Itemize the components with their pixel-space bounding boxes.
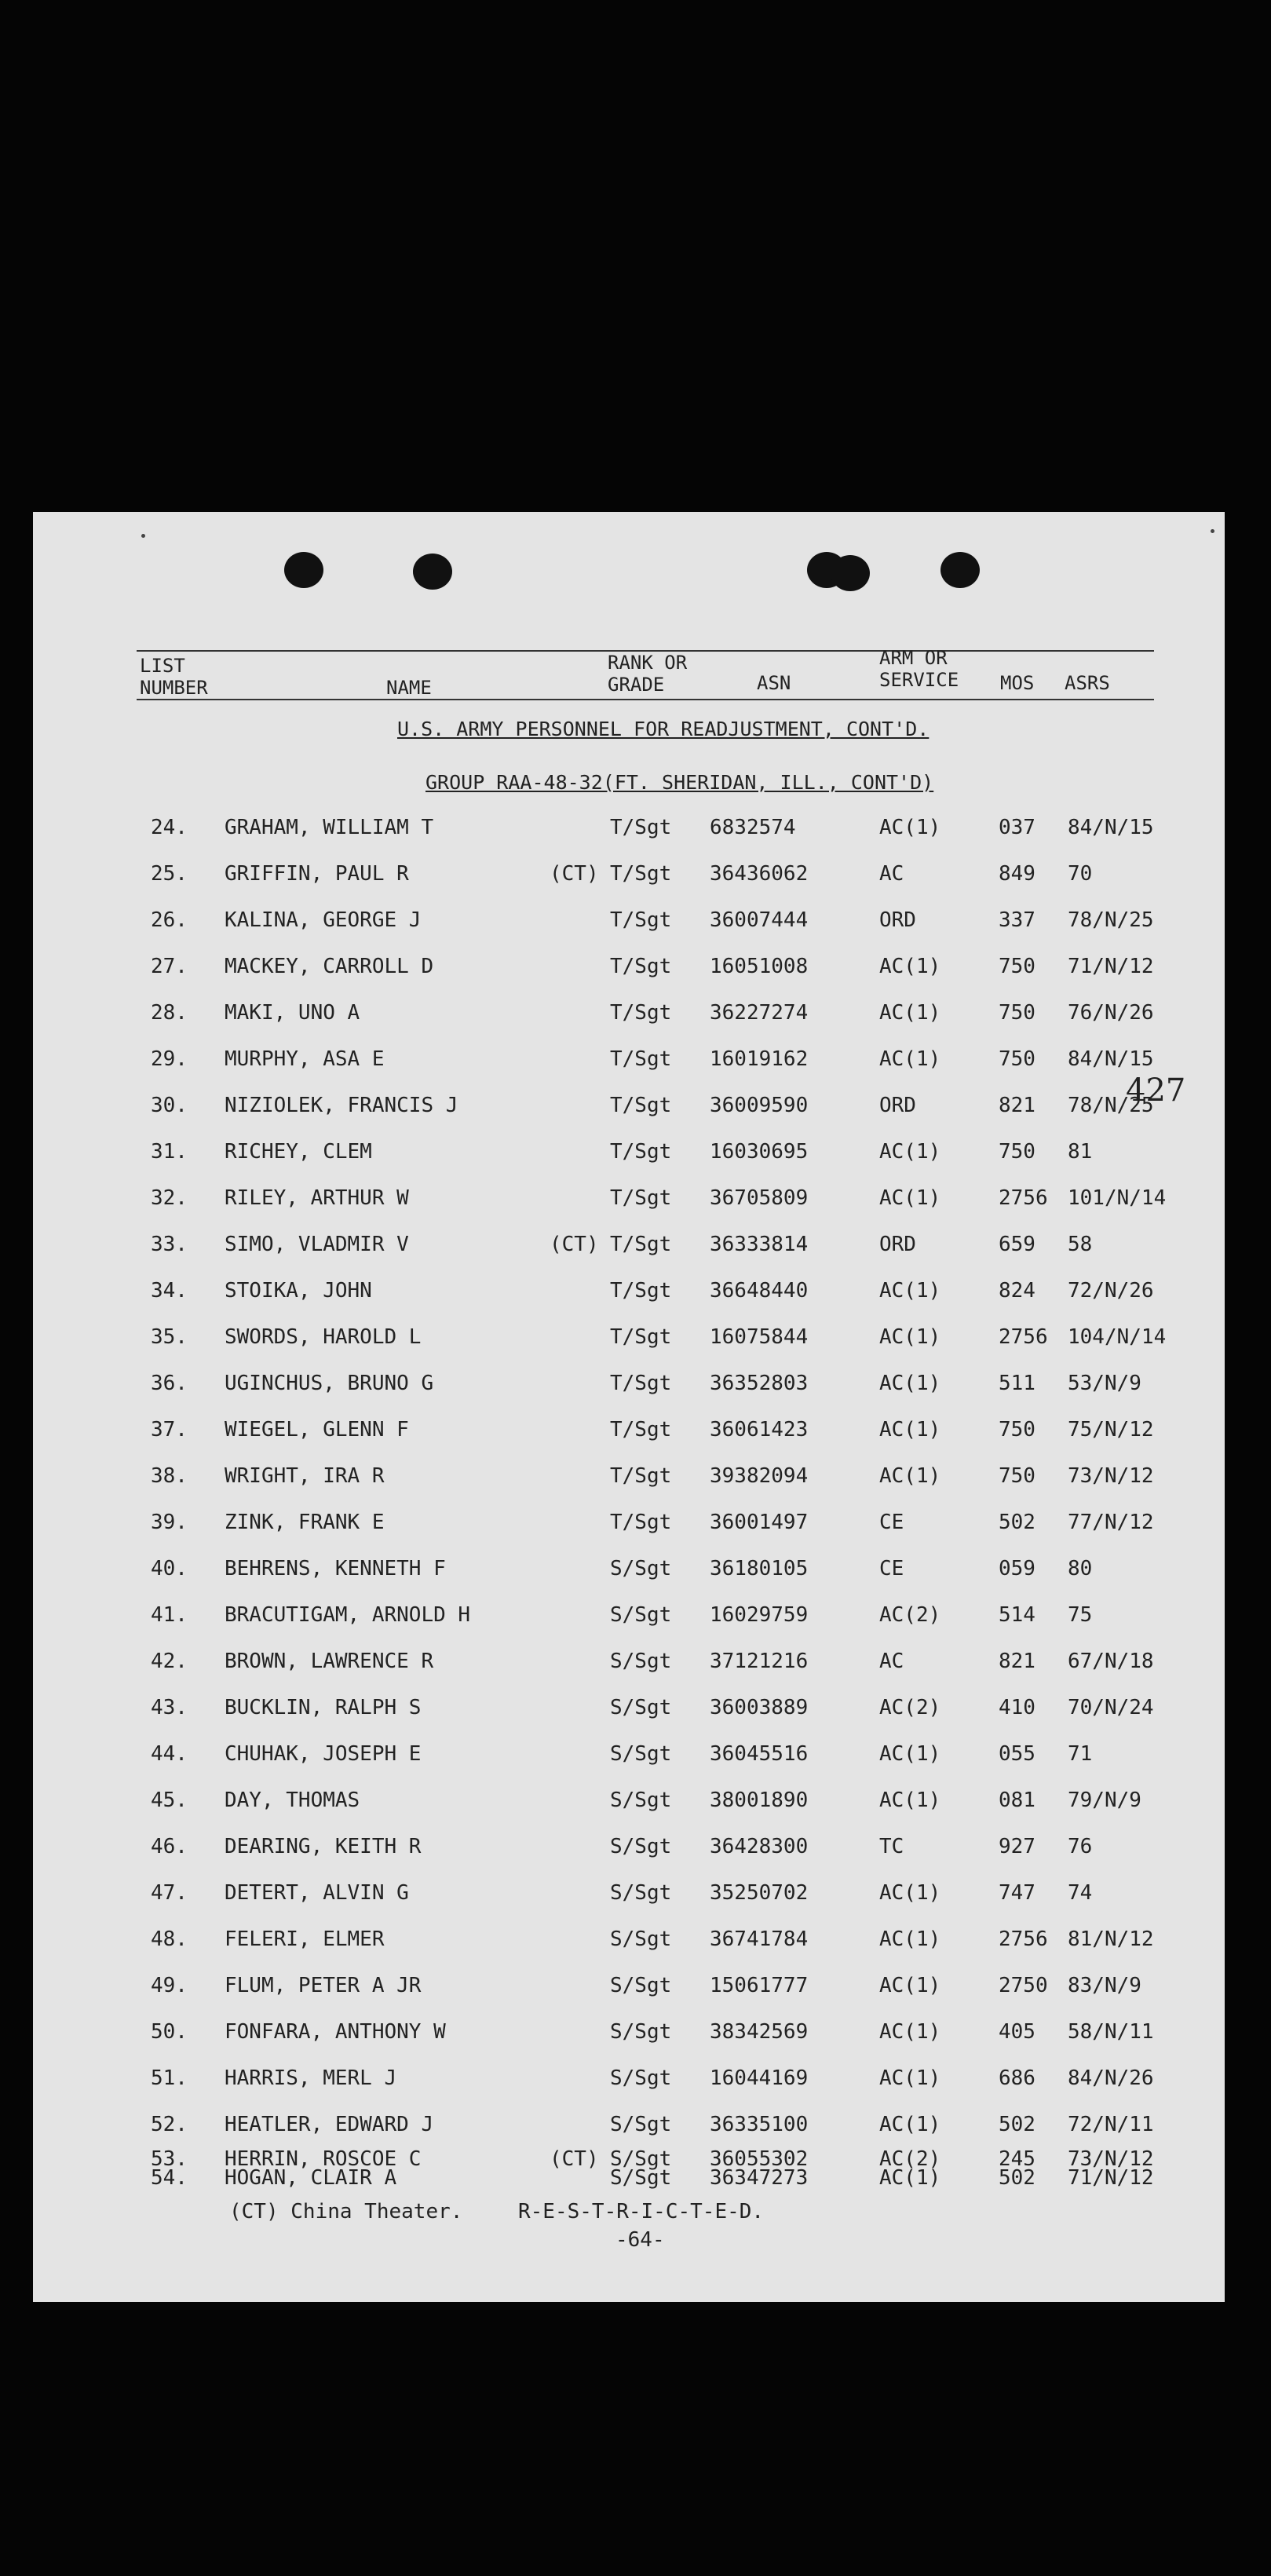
cell-arm: AC bbox=[879, 862, 904, 886]
cell-asn: 36648440 bbox=[710, 1279, 809, 1303]
cell-mos: 750 bbox=[999, 1047, 1035, 1071]
cell-arm: AC(2) bbox=[879, 1603, 941, 1627]
cell-asrs: 81 bbox=[1068, 1140, 1093, 1164]
cell-num: 44. bbox=[151, 1742, 188, 1766]
cell-mos: 2750 bbox=[999, 1974, 1048, 1997]
cell-grade: T/Sgt bbox=[610, 862, 672, 886]
cell-asn: 16044169 bbox=[710, 2066, 809, 2090]
cell-asrs: 72/N/26 bbox=[1068, 1279, 1154, 1303]
cell-asrs: 73/N/12 bbox=[1068, 2147, 1154, 2171]
cell-grade: T/Sgt bbox=[610, 955, 672, 978]
cell-mos: 405 bbox=[999, 2020, 1035, 2044]
table-row bbox=[33, 1646, 1225, 1677]
cell-mos: 927 bbox=[999, 1835, 1035, 1858]
cell-asn: 36055302 bbox=[710, 2147, 809, 2171]
cell-name: NIZIOLEK, FRANCIS J bbox=[225, 1094, 458, 1117]
document-title: U.S. ARMY PERSONNEL FOR READJUSTMENT, CONT'D. bbox=[397, 718, 930, 740]
stamped-page-number: 427 bbox=[1126, 1072, 1186, 1109]
cell-num: 51. bbox=[151, 2066, 188, 2090]
cell-mos: 747 bbox=[999, 1881, 1035, 1905]
cell-num: 27. bbox=[151, 955, 188, 978]
cell-name: WIEGEL, GLENN F bbox=[225, 1418, 409, 1441]
table-row bbox=[33, 1507, 1225, 1538]
cell-arm: AC(1) bbox=[879, 2166, 941, 2190]
cell-asrs: 78/N/25 bbox=[1068, 1094, 1154, 1117]
table-row bbox=[33, 951, 1225, 982]
cell-arm: AC bbox=[879, 1650, 904, 1673]
cell-name: WRIGHT, IRA R bbox=[225, 1464, 385, 1488]
cell-num: 24. bbox=[151, 816, 188, 839]
cell-asn: 16051008 bbox=[710, 955, 809, 978]
table-row bbox=[33, 997, 1225, 1029]
cell-grade: S/Sgt bbox=[610, 1696, 672, 1719]
cell-asrs: 71/N/12 bbox=[1068, 2166, 1154, 2190]
cell-arm: AC(1) bbox=[879, 1372, 941, 1395]
cell-name: FONFARA, ANTHONY W bbox=[225, 2020, 446, 2044]
cell-mos: 502 bbox=[999, 1511, 1035, 1534]
cell-asn: 36001497 bbox=[710, 1511, 809, 1534]
cell-num: 31. bbox=[151, 1140, 188, 1164]
cell-arm: AC(1) bbox=[879, 1186, 941, 1210]
cell-name: MURPHY, ASA E bbox=[225, 1047, 385, 1071]
cell-name: BRACUTIGAM, ARNOLD H bbox=[225, 1603, 471, 1627]
cell-mos: 821 bbox=[999, 1094, 1035, 1117]
table-row bbox=[33, 1090, 1225, 1121]
document-page bbox=[33, 512, 1225, 2302]
cell-arm: AC(1) bbox=[879, 1881, 941, 1905]
cell-name: UGINCHUS, BRUNO G bbox=[225, 1372, 434, 1395]
cell-asrs: 53/N/9 bbox=[1068, 1372, 1141, 1395]
cell-ct: (CT) bbox=[550, 1233, 599, 1256]
table-row bbox=[33, 1414, 1225, 1445]
cell-grade: S/Sgt bbox=[610, 1650, 672, 1673]
cell-name: FELERI, ELMER bbox=[225, 1927, 385, 1951]
table-row bbox=[33, 1877, 1225, 1909]
cell-grade: T/Sgt bbox=[610, 1047, 672, 1071]
cell-num: 45. bbox=[151, 1789, 188, 1812]
header-rule-bottom bbox=[137, 699, 1154, 700]
cell-grade: T/Sgt bbox=[610, 1279, 672, 1303]
cell-grade: T/Sgt bbox=[610, 1233, 672, 1256]
cell-asrs: 75 bbox=[1068, 1603, 1093, 1627]
cell-mos: 037 bbox=[999, 816, 1035, 839]
cell-name: MAKI, UNO A bbox=[225, 1001, 360, 1025]
cell-grade: S/Sgt bbox=[610, 1974, 672, 1997]
cell-asrs: 67/N/18 bbox=[1068, 1650, 1154, 1673]
cell-mos: 750 bbox=[999, 955, 1035, 978]
punch-hole bbox=[284, 552, 323, 588]
cell-name: FLUM, PETER A JR bbox=[225, 1974, 422, 1997]
cell-grade: T/Sgt bbox=[610, 1325, 672, 1349]
cell-name: HARRIS, MERL J bbox=[225, 2066, 397, 2090]
cell-asn: 36335100 bbox=[710, 2113, 809, 2136]
cell-arm: CE bbox=[879, 1511, 904, 1534]
cell-num: 34. bbox=[151, 1279, 188, 1303]
cell-grade: S/Sgt bbox=[610, 1557, 672, 1580]
table-row bbox=[33, 1599, 1225, 1631]
header-mos: MOS bbox=[1000, 672, 1035, 694]
cell-num: 41. bbox=[151, 1603, 188, 1627]
table-row bbox=[33, 2016, 1225, 2048]
cell-name: HEATLER, EDWARD J bbox=[225, 2113, 434, 2136]
cell-asn: 36061423 bbox=[710, 1418, 809, 1441]
cell-asrs: 73/N/12 bbox=[1068, 1464, 1154, 1488]
cell-asn: 36227274 bbox=[710, 1001, 809, 1025]
cell-grade: T/Sgt bbox=[610, 1511, 672, 1534]
cell-num: 46. bbox=[151, 1835, 188, 1858]
cell-asn: 36009590 bbox=[710, 1094, 809, 1117]
table-row bbox=[33, 1368, 1225, 1399]
cell-asrs: 83/N/9 bbox=[1068, 1974, 1141, 1997]
cell-num: 42. bbox=[151, 1650, 188, 1673]
cell-name: CHUHAK, JOSEPH E bbox=[225, 1742, 422, 1766]
cell-asn: 36045516 bbox=[710, 1742, 809, 1766]
cell-arm: AC(1) bbox=[879, 2066, 941, 2090]
cell-mos: 750 bbox=[999, 1001, 1035, 1025]
cell-mos: 750 bbox=[999, 1140, 1035, 1164]
cell-asn: 36347273 bbox=[710, 2166, 809, 2190]
cell-grade: S/Sgt bbox=[610, 2147, 672, 2171]
cell-arm: CE bbox=[879, 1557, 904, 1580]
cell-grade: T/Sgt bbox=[610, 816, 672, 839]
cell-arm: AC(1) bbox=[879, 2020, 941, 2044]
cell-asn: 36705809 bbox=[710, 1186, 809, 1210]
cell-name: RICHEY, CLEM bbox=[225, 1140, 372, 1164]
cell-name: BEHRENS, KENNETH F bbox=[225, 1557, 446, 1580]
cell-asrs: 58 bbox=[1068, 1233, 1093, 1256]
cell-arm: ORD bbox=[879, 1094, 916, 1117]
cell-asrs: 76/N/26 bbox=[1068, 1001, 1154, 1025]
cell-num: 47. bbox=[151, 1881, 188, 1905]
cell-asrs: 75/N/12 bbox=[1068, 1418, 1154, 1441]
cell-asn: 15061777 bbox=[710, 1974, 809, 1997]
cell-arm: AC(1) bbox=[879, 1742, 941, 1766]
cell-asrs: 71/N/12 bbox=[1068, 955, 1154, 978]
table-row bbox=[33, 1785, 1225, 1816]
cell-asrs: 70/N/24 bbox=[1068, 1696, 1154, 1719]
cell-asn: 36003889 bbox=[710, 1696, 809, 1719]
cell-num: 26. bbox=[151, 908, 188, 932]
header-asn: ASN bbox=[757, 672, 791, 694]
cell-mos: 2756 bbox=[999, 1186, 1048, 1210]
cell-grade: S/Sgt bbox=[610, 2166, 672, 2190]
header-rank-grade: RANK OR GRADE bbox=[608, 652, 688, 696]
punch-hole bbox=[413, 554, 452, 590]
cell-asrs: 79/N/9 bbox=[1068, 1789, 1141, 1812]
cell-grade: S/Sgt bbox=[610, 1742, 672, 1766]
cell-name: GRIFFIN, PAUL R bbox=[225, 862, 409, 886]
header-arm-service: ARM OR SERVICE bbox=[879, 647, 959, 691]
cell-asrs: 58/N/11 bbox=[1068, 2020, 1154, 2044]
cell-mos: 2756 bbox=[999, 1927, 1048, 1951]
table-row bbox=[33, 1275, 1225, 1306]
cell-asrs: 78/N/25 bbox=[1068, 908, 1154, 932]
cell-grade: S/Sgt bbox=[610, 1927, 672, 1951]
cell-num: 38. bbox=[151, 1464, 188, 1488]
cell-arm: AC(2) bbox=[879, 2147, 941, 2171]
cell-mos: 750 bbox=[999, 1418, 1035, 1441]
cell-asn: 16030695 bbox=[710, 1140, 809, 1164]
cell-grade: T/Sgt bbox=[610, 1094, 672, 1117]
cell-asrs: 77/N/12 bbox=[1068, 1511, 1154, 1534]
cell-mos: 750 bbox=[999, 1464, 1035, 1488]
cell-name: MACKEY, CARROLL D bbox=[225, 955, 434, 978]
cell-num: 29. bbox=[151, 1047, 188, 1071]
cell-grade: T/Sgt bbox=[610, 1186, 672, 1210]
cell-num: 28. bbox=[151, 1001, 188, 1025]
cell-num: 50. bbox=[151, 2020, 188, 2044]
cell-name: SIMO, VLADMIR V bbox=[225, 1233, 409, 1256]
cell-arm: ORD bbox=[879, 908, 916, 932]
footer-classification: R-E-S-T-R-I-C-T-E-D. bbox=[518, 2200, 765, 2223]
header-list-number: LIST NUMBER bbox=[140, 655, 208, 699]
cell-asn: 36352803 bbox=[710, 1372, 809, 1395]
cell-name: GRAHAM, WILLIAM T bbox=[225, 816, 434, 839]
cell-ct: (CT) bbox=[550, 2147, 599, 2171]
table-row bbox=[33, 1321, 1225, 1353]
punch-hole bbox=[831, 555, 870, 591]
cell-asrs: 74 bbox=[1068, 1881, 1093, 1905]
cell-mos: 502 bbox=[999, 2166, 1035, 2190]
cell-asn: 36436062 bbox=[710, 862, 809, 886]
cell-mos: 686 bbox=[999, 2066, 1035, 2090]
cell-asrs: 104/N/14 bbox=[1068, 1325, 1167, 1349]
cell-arm: AC(1) bbox=[879, 1974, 941, 1997]
cell-asrs: 71 bbox=[1068, 1742, 1093, 1766]
header-asrs: ASRS bbox=[1065, 672, 1110, 694]
cell-num: 25. bbox=[151, 862, 188, 886]
cell-arm: AC(1) bbox=[879, 1789, 941, 1812]
table-row bbox=[33, 1043, 1225, 1075]
cell-asrs: 101/N/14 bbox=[1068, 1186, 1167, 1210]
footer-note: (CT) China Theater. bbox=[229, 2200, 463, 2223]
cell-num: 53. bbox=[151, 2147, 188, 2171]
table-row bbox=[33, 1831, 1225, 1862]
cell-asn: 36741784 bbox=[710, 1927, 809, 1951]
cell-arm: AC(1) bbox=[879, 816, 941, 839]
cell-name: RILEY, ARTHUR W bbox=[225, 1186, 409, 1210]
cell-grade: S/Sgt bbox=[610, 1603, 672, 1627]
cell-grade: S/Sgt bbox=[610, 1881, 672, 1905]
cell-asn: 38342569 bbox=[710, 2020, 809, 2044]
cell-mos: 821 bbox=[999, 1650, 1035, 1673]
table-row bbox=[33, 1924, 1225, 1955]
table-row bbox=[33, 1136, 1225, 1167]
cell-grade: T/Sgt bbox=[610, 1372, 672, 1395]
cell-arm: AC(2) bbox=[879, 1696, 941, 1719]
cell-num: 39. bbox=[151, 1511, 188, 1534]
cell-num: 49. bbox=[151, 1974, 188, 1997]
cell-asn: 16029759 bbox=[710, 1603, 809, 1627]
cell-mos: 081 bbox=[999, 1789, 1035, 1812]
table-row bbox=[33, 1970, 1225, 2001]
cell-arm: AC(1) bbox=[879, 1001, 941, 1025]
cell-arm: AC(1) bbox=[879, 1464, 941, 1488]
cell-mos: 824 bbox=[999, 1279, 1035, 1303]
cell-arm: AC(1) bbox=[879, 1927, 941, 1951]
cell-mos: 245 bbox=[999, 2147, 1035, 2171]
cell-grade: S/Sgt bbox=[610, 1835, 672, 1858]
cell-asrs: 72/N/11 bbox=[1068, 2113, 1154, 2136]
cell-asn: 16019162 bbox=[710, 1047, 809, 1071]
cell-grade: T/Sgt bbox=[610, 1418, 672, 1441]
page-mark-dot bbox=[141, 534, 145, 538]
cell-name: DAY, THOMAS bbox=[225, 1789, 360, 1812]
table-row bbox=[33, 1182, 1225, 1214]
cell-asn: 36333814 bbox=[710, 1233, 809, 1256]
cell-mos: 659 bbox=[999, 1233, 1035, 1256]
cell-name: DETERT, ALVIN G bbox=[225, 1881, 409, 1905]
cell-asn: 37121216 bbox=[710, 1650, 809, 1673]
footer-page-number: -64- bbox=[615, 2228, 665, 2252]
cell-num: 40. bbox=[151, 1557, 188, 1580]
cell-num: 43. bbox=[151, 1696, 188, 1719]
punch-hole bbox=[940, 552, 980, 588]
cell-mos: 410 bbox=[999, 1696, 1035, 1719]
cell-num: 37. bbox=[151, 1418, 188, 1441]
cell-name: ZINK, FRANK E bbox=[225, 1511, 385, 1534]
cell-mos: 502 bbox=[999, 2113, 1035, 2136]
cell-grade: S/Sgt bbox=[610, 2066, 672, 2090]
cell-asn: 36007444 bbox=[710, 908, 809, 932]
cell-arm: AC(1) bbox=[879, 1325, 941, 1349]
cell-asrs: 70 bbox=[1068, 862, 1093, 886]
cell-grade: T/Sgt bbox=[610, 1140, 672, 1164]
table-row bbox=[33, 1692, 1225, 1723]
cell-name: BUCKLIN, RALPH S bbox=[225, 1696, 422, 1719]
cell-mos: 059 bbox=[999, 1557, 1035, 1580]
cell-arm: ORD bbox=[879, 1233, 916, 1256]
cell-mos: 2756 bbox=[999, 1325, 1048, 1349]
table-row bbox=[33, 2063, 1225, 2094]
cell-num: 35. bbox=[151, 1325, 188, 1349]
table-row bbox=[33, 1553, 1225, 1584]
group-subtitle: GROUP RAA-48-32(FT. SHERIDAN, ILL., CONT'D) bbox=[425, 771, 934, 794]
cell-asrs: 81/N/12 bbox=[1068, 1927, 1154, 1951]
cell-name: STOIKA, JOHN bbox=[225, 1279, 372, 1303]
cell-mos: 055 bbox=[999, 1742, 1035, 1766]
table-row bbox=[33, 2162, 1225, 2194]
cell-arm: AC(1) bbox=[879, 1279, 941, 1303]
cell-mos: 511 bbox=[999, 1372, 1035, 1395]
page-mark-dot bbox=[1211, 529, 1214, 533]
table-row bbox=[33, 858, 1225, 890]
cell-asn: 36180105 bbox=[710, 1557, 809, 1580]
cell-mos: 337 bbox=[999, 908, 1035, 932]
cell-asrs: 80 bbox=[1068, 1557, 1093, 1580]
table-row bbox=[33, 1738, 1225, 1770]
cell-arm: AC(1) bbox=[879, 1047, 941, 1071]
cell-grade: T/Sgt bbox=[610, 1001, 672, 1025]
cell-arm: TC bbox=[879, 1835, 904, 1858]
header-name: NAME bbox=[386, 677, 432, 699]
cell-name: HOGAN, CLAIR A bbox=[225, 2166, 397, 2190]
cell-asn: 38001890 bbox=[710, 1789, 809, 1812]
cell-name: KALINA, GEORGE J bbox=[225, 908, 422, 932]
cell-name: DEARING, KEITH R bbox=[225, 1835, 422, 1858]
cell-asn: 36428300 bbox=[710, 1835, 809, 1858]
cell-asn: 39382094 bbox=[710, 1464, 809, 1488]
table-row bbox=[33, 1460, 1225, 1492]
cell-asrs: 84/N/15 bbox=[1068, 816, 1154, 839]
cell-num: 32. bbox=[151, 1186, 188, 1210]
cell-name: SWORDS, HAROLD L bbox=[225, 1325, 422, 1349]
cell-num: 54. bbox=[151, 2166, 188, 2190]
table-row bbox=[33, 1229, 1225, 1260]
cell-asrs: 84/N/26 bbox=[1068, 2066, 1154, 2090]
cell-name: HERRIN, ROSCOE C bbox=[225, 2147, 422, 2171]
table-row bbox=[33, 2109, 1225, 2140]
cell-num: 52. bbox=[151, 2113, 188, 2136]
cell-grade: S/Sgt bbox=[610, 1789, 672, 1812]
cell-ct: (CT) bbox=[550, 862, 599, 886]
cell-num: 48. bbox=[151, 1927, 188, 1951]
table-row bbox=[33, 812, 1225, 843]
cell-grade: T/Sgt bbox=[610, 1464, 672, 1488]
cell-mos: 849 bbox=[999, 862, 1035, 886]
cell-num: 33. bbox=[151, 1233, 188, 1256]
cell-asrs: 84/N/15 bbox=[1068, 1047, 1154, 1071]
table-row bbox=[33, 904, 1225, 936]
cell-asrs: 76 bbox=[1068, 1835, 1093, 1858]
cell-asn: 16075844 bbox=[710, 1325, 809, 1349]
cell-asn: 35250702 bbox=[710, 1881, 809, 1905]
cell-arm: AC(1) bbox=[879, 2113, 941, 2136]
cell-num: 36. bbox=[151, 1372, 188, 1395]
cell-arm: AC(1) bbox=[879, 1418, 941, 1441]
cell-arm: AC(1) bbox=[879, 1140, 941, 1164]
cell-asn: 6832574 bbox=[710, 816, 796, 839]
cell-mos: 514 bbox=[999, 1603, 1035, 1627]
cell-arm: AC(1) bbox=[879, 955, 941, 978]
cell-grade: S/Sgt bbox=[610, 2113, 672, 2136]
cell-grade: S/Sgt bbox=[610, 2020, 672, 2044]
cell-name: BROWN, LAWRENCE R bbox=[225, 1650, 434, 1673]
cell-grade: T/Sgt bbox=[610, 908, 672, 932]
cell-num: 30. bbox=[151, 1094, 188, 1117]
